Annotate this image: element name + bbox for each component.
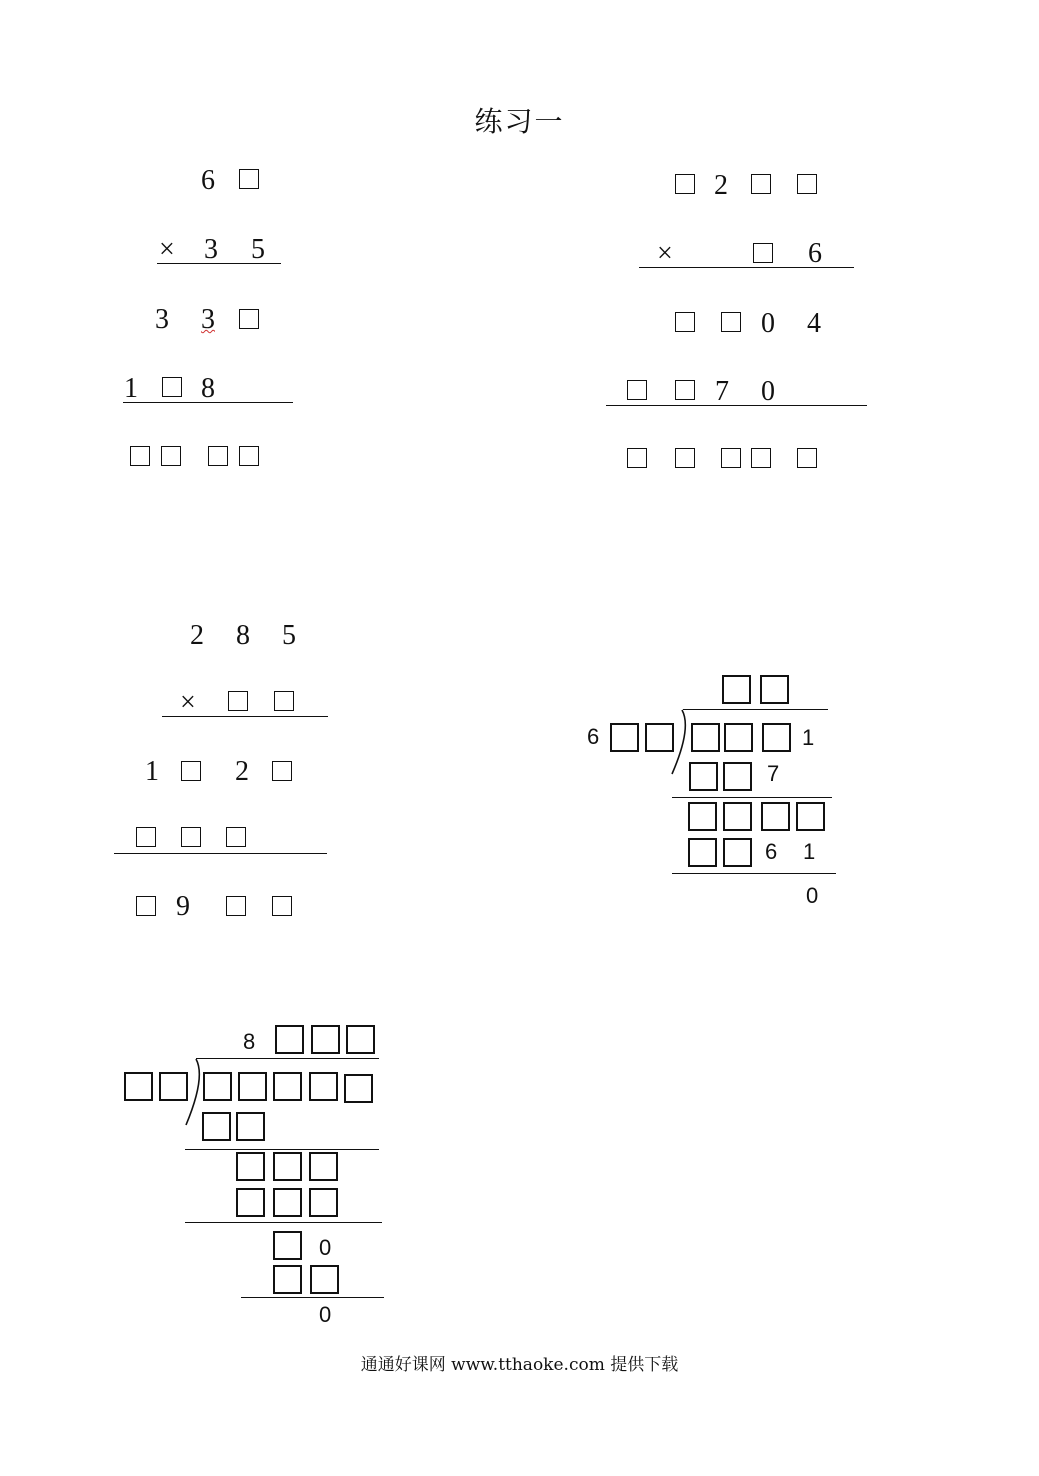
rule-line — [157, 263, 281, 264]
digit: 0 — [319, 1302, 332, 1327]
blank-box[interactable] — [762, 723, 791, 752]
blank-box[interactable] — [753, 243, 773, 263]
blank-box[interactable] — [239, 309, 259, 329]
worksheet-title: 练习一 — [474, 105, 565, 138]
blank-box[interactable] — [226, 896, 246, 916]
blank-box[interactable] — [610, 723, 639, 752]
rule-line — [672, 873, 836, 874]
rule-line — [672, 797, 832, 798]
digit: 5 — [282, 620, 296, 651]
digit: 2 — [235, 756, 249, 787]
blank-box[interactable] — [238, 1072, 267, 1101]
blank-box[interactable] — [181, 827, 201, 847]
digit: 9 — [176, 891, 190, 922]
blank-box[interactable] — [236, 1152, 265, 1181]
blank-box[interactable] — [203, 1072, 232, 1101]
blank-box[interactable] — [130, 446, 150, 466]
blank-box[interactable] — [311, 1025, 340, 1054]
division-bar — [196, 1058, 379, 1059]
blank-box[interactable] — [159, 1072, 188, 1101]
digit: 0 — [319, 1235, 332, 1260]
blank-box[interactable] — [273, 1072, 302, 1101]
rule-line — [185, 1222, 382, 1223]
blank-box[interactable] — [796, 802, 825, 831]
blank-box[interactable] — [136, 827, 156, 847]
blank-box[interactable] — [239, 446, 259, 466]
digit: 8 — [243, 1029, 256, 1054]
digit: 3 — [201, 304, 215, 335]
blank-box[interactable] — [309, 1152, 338, 1181]
blank-box[interactable] — [688, 802, 717, 831]
blank-box[interactable] — [239, 169, 259, 189]
blank-box[interactable] — [721, 312, 741, 332]
blank-box[interactable] — [236, 1112, 265, 1141]
blank-box[interactable] — [797, 448, 817, 468]
blank-box[interactable] — [346, 1025, 375, 1054]
blank-box[interactable] — [228, 691, 248, 711]
blank-box[interactable] — [309, 1072, 338, 1101]
blank-box[interactable] — [675, 174, 695, 194]
blank-box[interactable] — [309, 1188, 338, 1217]
rule-line — [606, 405, 867, 406]
blank-box[interactable] — [723, 762, 752, 791]
division-bar — [683, 709, 828, 710]
blank-box[interactable] — [136, 896, 156, 916]
blank-box[interactable] — [688, 838, 717, 867]
digit: 6 — [808, 238, 822, 269]
rule-line — [241, 1297, 384, 1298]
rule-line — [123, 402, 293, 403]
blank-box[interactable] — [675, 380, 695, 400]
footer-text: 通通好课网 www.tthaoke.com 提供下载 — [360, 1355, 679, 1375]
digit: 0 — [806, 883, 819, 908]
blank-box[interactable] — [202, 1112, 231, 1141]
digit: 6 — [587, 724, 600, 749]
blank-box[interactable] — [721, 448, 741, 468]
digit: 6 — [201, 165, 215, 196]
blank-box[interactable] — [724, 723, 753, 752]
blank-box[interactable] — [675, 312, 695, 332]
blank-box[interactable] — [751, 174, 771, 194]
digit: 3 — [204, 234, 218, 265]
digit: 1 — [124, 373, 138, 404]
digit: 0 — [761, 308, 775, 339]
blank-box[interactable] — [675, 448, 695, 468]
blank-box[interactable] — [226, 827, 246, 847]
blank-box[interactable] — [273, 1265, 302, 1294]
blank-box[interactable] — [723, 802, 752, 831]
blank-box[interactable] — [751, 448, 771, 468]
digit: 7 — [767, 761, 780, 786]
blank-box[interactable] — [627, 448, 647, 468]
blank-box[interactable] — [272, 896, 292, 916]
blank-box[interactable] — [645, 723, 674, 752]
blank-box[interactable] — [272, 761, 292, 781]
times-sign: × — [657, 238, 673, 269]
blank-box[interactable] — [162, 377, 182, 397]
blank-box[interactable] — [627, 380, 647, 400]
digit: 8 — [236, 620, 250, 651]
blank-box[interactable] — [181, 761, 201, 781]
rule-line — [185, 1149, 379, 1150]
blank-box[interactable] — [723, 838, 752, 867]
rule-line — [639, 267, 854, 268]
digit: 1 — [802, 725, 815, 750]
blank-box[interactable] — [310, 1265, 339, 1294]
digit: 8 — [201, 373, 215, 404]
digit: 1 — [803, 839, 816, 864]
digit: 1 — [145, 756, 159, 787]
blank-box[interactable] — [760, 675, 789, 704]
blank-box[interactable] — [161, 446, 181, 466]
rule-line — [162, 716, 328, 717]
blank-box[interactable] — [273, 1188, 302, 1217]
digit: 0 — [761, 376, 775, 407]
blank-box[interactable] — [689, 762, 718, 791]
blank-box[interactable] — [236, 1188, 265, 1217]
blank-box[interactable] — [722, 675, 751, 704]
digit: 2 — [190, 620, 204, 651]
blank-box[interactable] — [273, 1231, 302, 1260]
blank-box[interactable] — [208, 446, 228, 466]
blank-box[interactable] — [797, 174, 817, 194]
blank-box[interactable] — [691, 723, 720, 752]
digit: 2 — [714, 170, 728, 201]
times-sign: × — [159, 234, 175, 265]
blank-box[interactable] — [344, 1074, 373, 1103]
times-sign: × — [180, 687, 196, 718]
blank-box[interactable] — [761, 802, 790, 831]
digit: 6 — [765, 839, 778, 864]
digit: 7 — [715, 376, 729, 407]
blank-box[interactable] — [124, 1072, 153, 1101]
digit: 4 — [807, 308, 821, 339]
blank-box[interactable] — [273, 1152, 302, 1181]
blank-box[interactable] — [275, 1025, 304, 1054]
digit: 3 — [155, 304, 169, 335]
digit: 5 — [251, 234, 265, 265]
rule-line — [114, 853, 327, 854]
blank-box[interactable] — [274, 691, 294, 711]
